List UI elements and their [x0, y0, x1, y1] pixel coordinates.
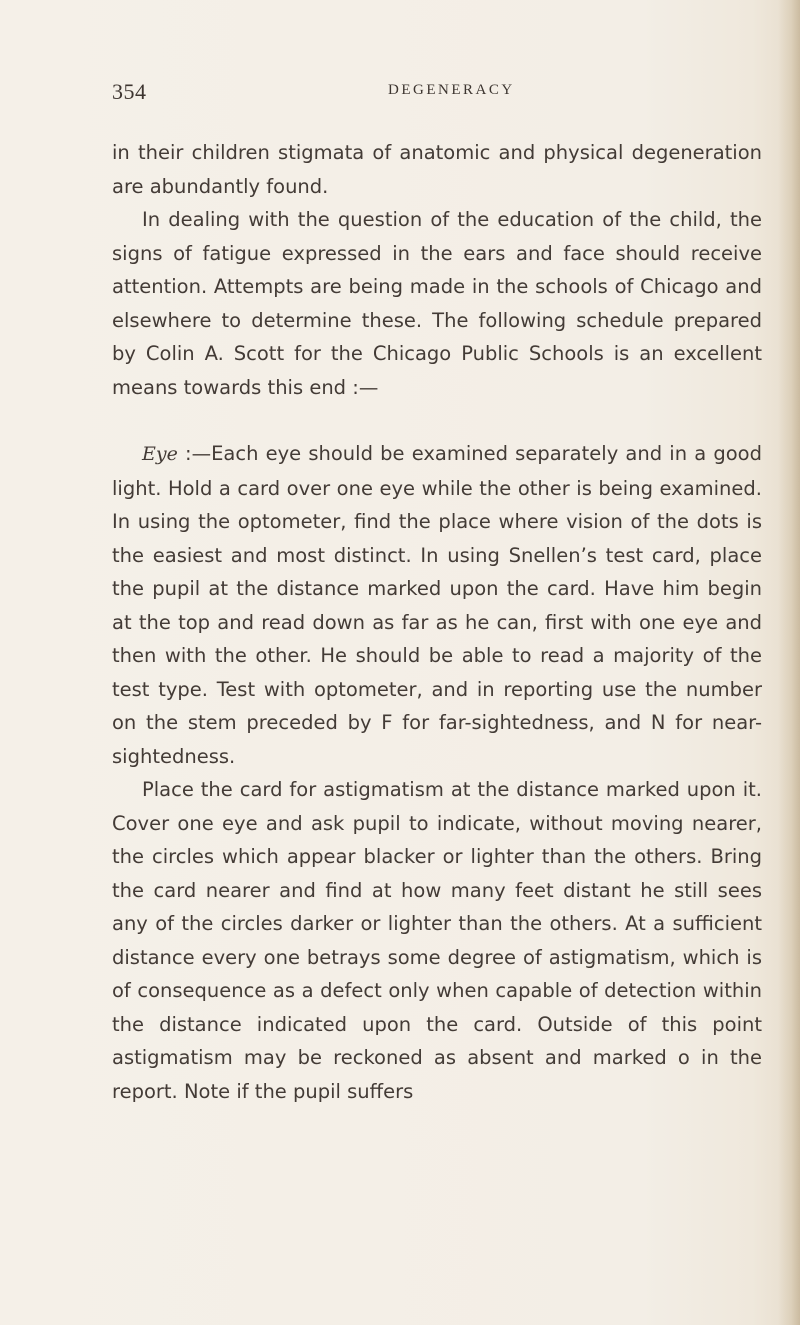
body-text: [112, 136, 762, 1108]
eye-text: :—Each eye should be examined separately and in a good light. Hold a card over one eye while the other is being examined. In using the optometer, find the place where vision of the dots is the easiest and most distinct. In using Snellen’s test card, place the pupil at the distance marked upon the card. Have him begin at the top and read down as far as he can, first with one eye and then with the other. He should be able to read a majority of the test type. Test with optometer, and in reporting use the number on the stem preceded by F for far-sightedness, and N for near-sightedness.: [112, 442, 762, 768]
eye-heading: Eye: [142, 443, 178, 465]
paragraph-eye: [112, 437, 762, 773]
paragraph-education: In dealing with the question of the education of the child, the signs of fatigue expressed in the ears and face should receive attention. Attempts are being made in the schools of Chicago and elsewhere to determine these. The following schedule prepared by Colin A. Scott for the Chicago Public Schools is an excellent means towards this end :—: [112, 208, 762, 399]
page-edge-shadow: [778, 0, 800, 1325]
running-title: DEGENERACY: [388, 82, 515, 98]
paragraph-continuation: in their children stigmata of anatomic and physical degeneration are abundantly found.: [112, 141, 762, 198]
page-number: 354: [112, 79, 147, 104]
paragraph-astigmatism: Place the card for astigmatism at the distance marked upon it. Cover one eye and ask pupil to indicate, without moving nearer, the circles which appear blacker or lighter than the others. Bring the card nearer and find at how many feet distant he still sees any of the circles darker or lighter than the others. At a sufficient distance every one betrays some degree of astigmatism, which is of consequence as a defect only when capable of detection within the distance indicated upon the card. Outside of this point astigmatism may be reckoned as absent and marked o in the report. Note if the pupil suffers: [112, 778, 762, 1103]
running-head: [112, 79, 702, 109]
